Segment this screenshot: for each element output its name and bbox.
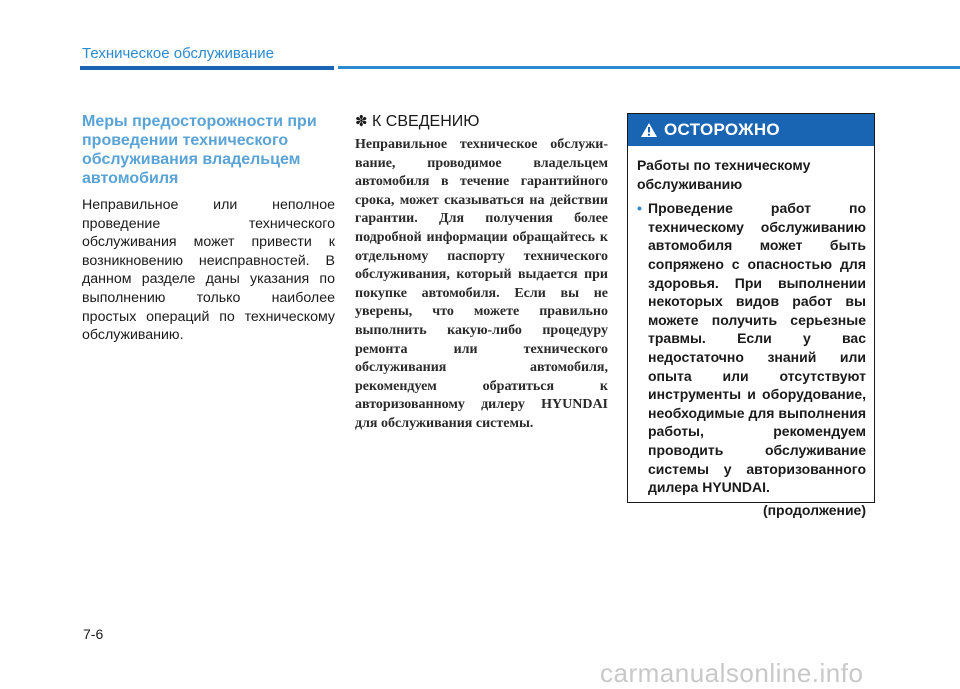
watermark: carmanualsonline.info (600, 658, 864, 688)
header-rule (80, 66, 334, 70)
notice-heading (355, 112, 608, 132)
left-column (82, 112, 335, 345)
notice-title: К СВЕДЕНИЮ (372, 113, 480, 130)
continued-label: (продолжение) (762, 501, 866, 518)
header-rule-thin (338, 66, 960, 69)
warning-triangle-icon (640, 122, 658, 138)
warning-title: ОСТОРОЖНО (664, 120, 780, 139)
notice-text: Неправильное техническое обслужи-вание, проводимое владельцем автомобиля в течение гарантийного срока, может сказываться на действии гарантии. Для получения более подробной информации обращайтесь к отдельному паспорту технического обслуживания, который выдается при покупке автомобиля. Если вы не уверены, что можете правильно выполнить какую-либо процедуру ремонта или технического обслуживания автомобиля, рекомендуем обратиться к авторизованному дилеру HYUNDAI для обслуживания системы. (355, 137, 608, 431)
precautions-text: Неправильное или неполное проведение технического обслуживания может привести к возникновению неисправностей. В данном разделе даны указания по выполнению только наиболее простых операций по техническому обслуживанию. (82, 197, 335, 344)
section-title: Техническое обслуживание (82, 45, 274, 62)
warning-lead: Работы по техническому обслуживанию (637, 157, 811, 192)
bullet-dot-icon: • (637, 200, 642, 217)
middle-column (355, 112, 608, 434)
warning-box (627, 113, 875, 518)
page-number: 7-6 (83, 626, 104, 642)
warning-body (628, 146, 874, 519)
warning-header (628, 114, 874, 146)
precautions-heading: Меры предосторожности при проведении технического обслуживания владельцем автомобиля (82, 113, 317, 187)
warning-bullet (637, 199, 866, 497)
warning-bullet-text: Проведение работ по техническому обслуживанию автомобиля может быть сопряжено с опасностью для здоровья. При выполнении некоторых видов работ вы можете получить серьезные травмы. Если у вас недостаточно знаний или опыта или отсутствуют инструменты и оборудование, необходимые для выполнения работы, рекомендуем проводить обслуживание системы у авторизованного дилера HYUNDAI. (648, 200, 866, 496)
note-symbol-icon: ✽ (355, 113, 368, 130)
